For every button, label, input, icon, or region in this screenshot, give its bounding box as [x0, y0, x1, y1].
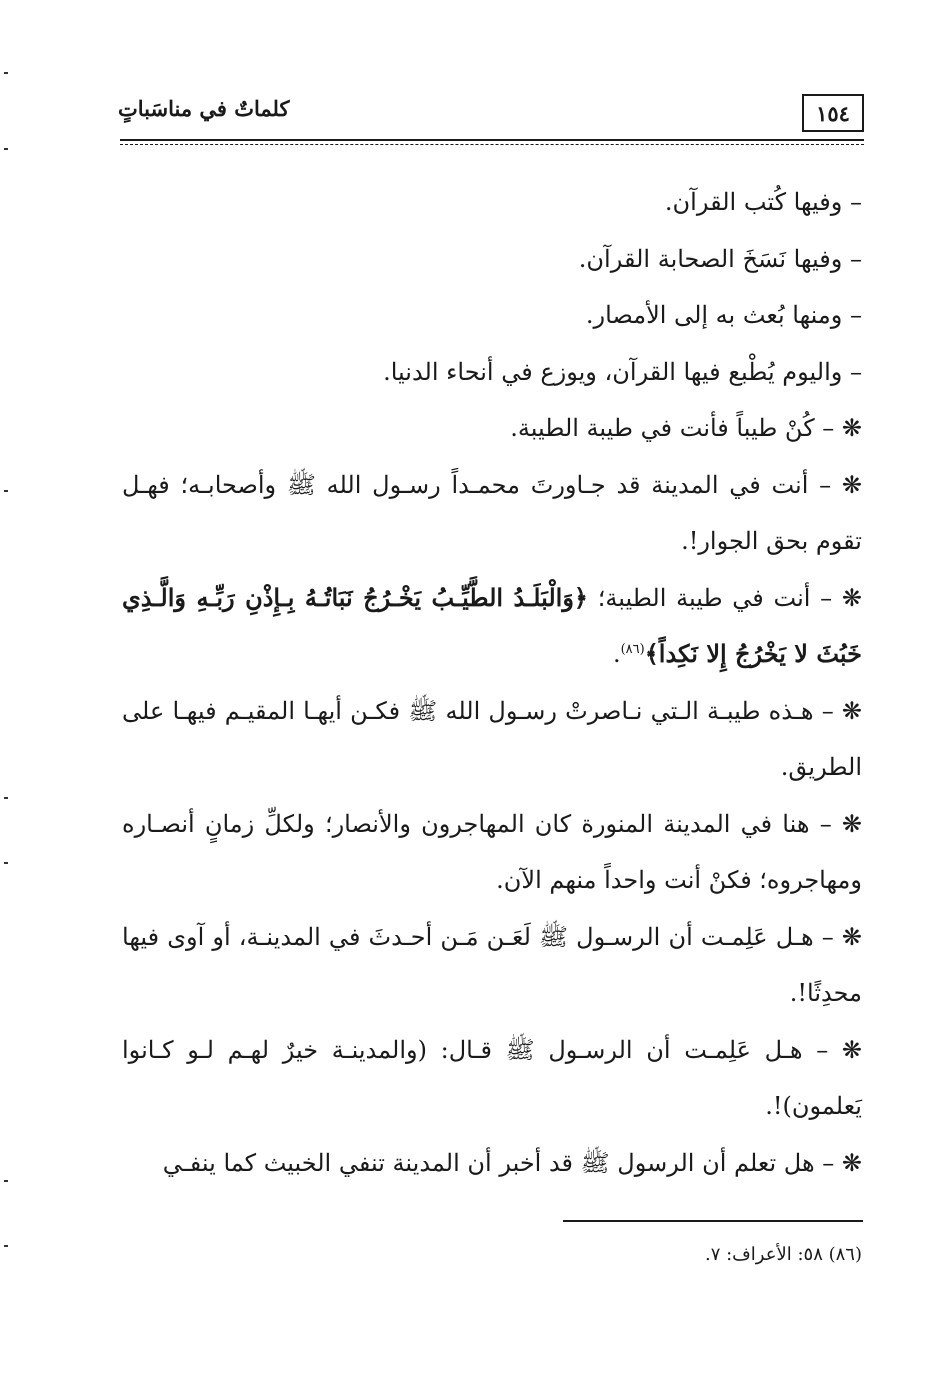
paragraph: – ومنها بُعث به إلى الأمصار.	[585, 301, 862, 329]
footnote: (٨٦) ٥٨: الأعراف: ٧.	[704, 1244, 862, 1265]
running-title: كلماتٌ في مناسَباتٍ	[118, 96, 290, 121]
verse-suffix: .	[612, 640, 621, 668]
header-rule	[120, 139, 864, 145]
verse-prefix: ❋ – أنت في طيبة الطيبة؛	[587, 583, 863, 612]
margin-tick	[4, 1180, 8, 1182]
page-header	[118, 92, 864, 140]
paragraph: ❋ – هـذه طيبـة الـتي نـاصرتْ رسـول الله ﷺ فكـن أيهـا المقيـم فيهـا على الطريق.	[122, 696, 862, 781]
paragraph: ❋ – أنت في المدينة قد جـاورتَ محمـداً رسـول الله ﷺ وأصحابـه؛ فهـل تقوم بحق الجوار!.	[122, 470, 862, 555]
page-number: ١٥٤	[802, 94, 864, 132]
footnote-rule	[563, 1220, 863, 1222]
paragraph: – وفيها نَسَخَ الصحابة القرآن.	[578, 244, 862, 273]
quran-verse: ﴿وَالْبَلَـدُ الطَّيِّـبُ يَخْـرُجُ نَبَاتُـهُ بِـإِذْنِ رَبِّـهِ وَالَّـذِي خَبُثَ لا يَخْرُجُ إِلا نَكِداً﴾	[122, 582, 862, 668]
paragraph: ❋ – هـل عَلِمـت أن الرسـول ﷺ لَعَـن مَـن أحـدثَ في المدينـة، أو آوى فيها محدِثًا!.	[122, 922, 862, 1007]
margin-tick	[4, 148, 8, 150]
margin-tick	[4, 490, 8, 492]
verse-paragraph	[122, 570, 862, 683]
margin-tick	[4, 72, 8, 74]
margin-tick	[4, 797, 8, 799]
paragraph: – وفيها كُتب القرآن.	[664, 188, 862, 216]
footnote-marker: (٨٦)	[620, 642, 645, 657]
paragraph: – واليوم يُطْبع فيها القرآن، ويوزع في أنحاء الدنيا.	[383, 357, 862, 386]
paragraph: ❋ – هل تعلم أن الرسول ﷺ قد أخبر أن المدينة تنفي الخبيث كما ينفـي	[162, 1148, 862, 1177]
paragraph: ❋ – هنا في المدينة المنورة كان المهاجرون والأنصار؛ ولكلِّ زمانٍ أنصـاره ومهاجروه؛ فكنْ أنت واحداً منهم الآن.	[122, 809, 862, 894]
paragraph: ❋ – كُنْ طيباً فأنت في طيبة الطيبة.	[510, 414, 862, 442]
paragraph: ❋ – هـل عَلِمـت أن الرسـول ﷺ قـال: (والمدينـة خيرٌ لهـم لـو كـانوا يَعلمون)!.	[122, 1035, 862, 1120]
margin-tick	[4, 862, 8, 864]
body-text	[122, 174, 862, 1191]
margin-tick	[4, 1245, 8, 1247]
